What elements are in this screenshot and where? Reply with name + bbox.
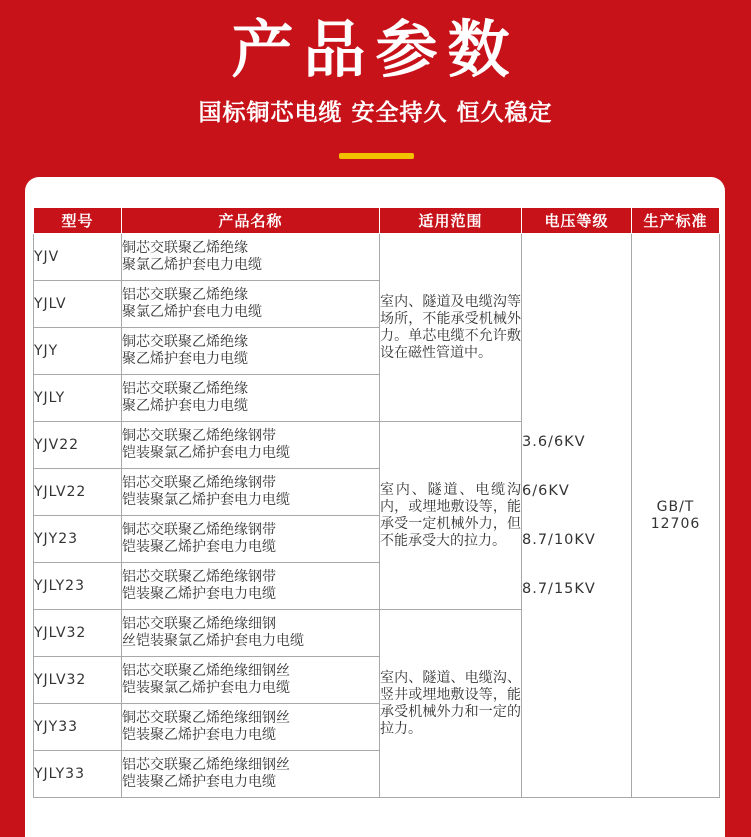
voltage-value: 8.7/15KV <box>522 580 596 597</box>
product-name-line: 聚乙烯护套电力电缆 <box>122 398 248 414</box>
product-name-line: 铜芯交联聚乙烯绝缘钢带 <box>122 522 276 538</box>
scope-cell: 室内、隧道、电缆沟内，或埋地敷设等，能承受一定机械外力，但不能承受大的拉力。 <box>380 422 522 610</box>
product-name-cell <box>122 563 380 610</box>
product-name-line: 聚氯乙烯护套电力电缆 <box>122 304 262 320</box>
product-name-cell <box>122 751 380 798</box>
product-name-line: 聚乙烯护套电力电缆 <box>122 351 248 367</box>
model-cell: YJLV22 <box>34 469 122 516</box>
product-name-line: 聚氯乙烯护套电力电缆 <box>122 257 262 273</box>
product-name-line: 铠装聚乙烯护套电力电缆 <box>122 586 276 602</box>
model-cell: YJY23 <box>34 516 122 563</box>
model-cell: YJLY <box>34 375 122 422</box>
product-name-line: 铝芯交联聚乙烯绝缘细钢 <box>122 616 276 632</box>
product-name-line: 铝芯交联聚乙烯绝缘钢带 <box>122 475 276 491</box>
accent-divider <box>339 153 414 159</box>
product-name-line: 铝芯交联聚乙烯绝缘细钢丝 <box>122 663 290 679</box>
product-name-line: 丝铠装聚氯乙烯护套电力电缆 <box>122 633 304 649</box>
product-name-cell <box>122 328 380 375</box>
page-subtitle: 国标铜芯电缆 安全持久 恒久稳定 <box>198 100 553 126</box>
product-name-cell <box>122 704 380 751</box>
product-name-cell <box>122 516 380 563</box>
product-name-cell <box>122 281 380 328</box>
model-cell: YJLY23 <box>34 563 122 610</box>
header-scope: 适用范围 <box>380 208 522 234</box>
product-name-line: 铝芯交联聚乙烯绝缘钢带 <box>122 569 276 585</box>
standard-cell <box>632 234 720 798</box>
voltage-cell <box>522 234 632 798</box>
product-name-cell <box>122 375 380 422</box>
model-cell: YJY <box>34 328 122 375</box>
header-standard: 生产标准 <box>632 208 720 234</box>
scope-cell: 室内、隧道及电缆沟等场所，不能承受机械外力。单芯电缆不允许敷设在磁性管道中。 <box>380 234 522 422</box>
voltage-value: 8.7/10KV <box>522 531 596 548</box>
product-name-line: 铠装聚乙烯护套电力电缆 <box>122 774 276 790</box>
table-header-row <box>34 208 720 234</box>
scope-cell: 室内、隧道、电缆沟、竖井或埋地敷设等，能承受机械外力和一定的拉力。 <box>380 610 522 798</box>
product-name-cell <box>122 422 380 469</box>
model-cell: YJV22 <box>34 422 122 469</box>
model-cell: YJLV32 <box>34 657 122 704</box>
product-name-line: 铜芯交联聚乙烯绝缘 <box>122 334 248 350</box>
voltage-value: 6/6KV <box>522 482 570 499</box>
table-row <box>34 234 720 281</box>
product-name-line: 铠装聚乙烯护套电力电缆 <box>122 727 276 743</box>
header-voltage: 电压等级 <box>522 208 632 234</box>
page-title: 产品参数 <box>231 13 520 86</box>
product-name-line: 铜芯交联聚乙烯绝缘钢带 <box>122 428 276 444</box>
header-product-name: 产品名称 <box>122 208 380 234</box>
product-name-line: 铠装聚氯乙烯护套电力电缆 <box>122 492 290 508</box>
model-cell: YJLV32 <box>34 610 122 657</box>
product-name-line: 铝芯交联聚乙烯绝缘 <box>122 381 248 397</box>
model-cell: YJLY33 <box>34 751 122 798</box>
spec-table <box>33 207 720 798</box>
product-name-line: 铠装聚氯乙烯护套电力电缆 <box>122 445 290 461</box>
standard-line: 12706 <box>650 515 701 532</box>
model-cell: YJV <box>34 234 122 281</box>
product-name-line: 铠装聚氯乙烯护套电力电缆 <box>122 680 290 696</box>
product-name-line: 铝芯交联聚乙烯绝缘 <box>122 287 248 303</box>
voltage-value: 3.6/6KV <box>522 433 586 450</box>
product-name-line: 铠装聚乙烯护套电力电缆 <box>122 539 276 555</box>
product-name-line: 铜芯交联聚乙烯绝缘 <box>122 240 248 256</box>
header-model: 型号 <box>34 208 122 234</box>
model-cell: YJY33 <box>34 704 122 751</box>
product-name-cell <box>122 234 380 281</box>
product-name-cell <box>122 469 380 516</box>
model-cell: YJLV <box>34 281 122 328</box>
product-name-line: 铝芯交联聚乙烯绝缘细钢丝 <box>122 757 290 773</box>
product-name-line: 铜芯交联聚乙烯绝缘细钢丝 <box>122 710 290 726</box>
product-name-cell <box>122 610 380 657</box>
product-name-cell <box>122 657 380 704</box>
standard-line: GB/T <box>656 498 695 515</box>
